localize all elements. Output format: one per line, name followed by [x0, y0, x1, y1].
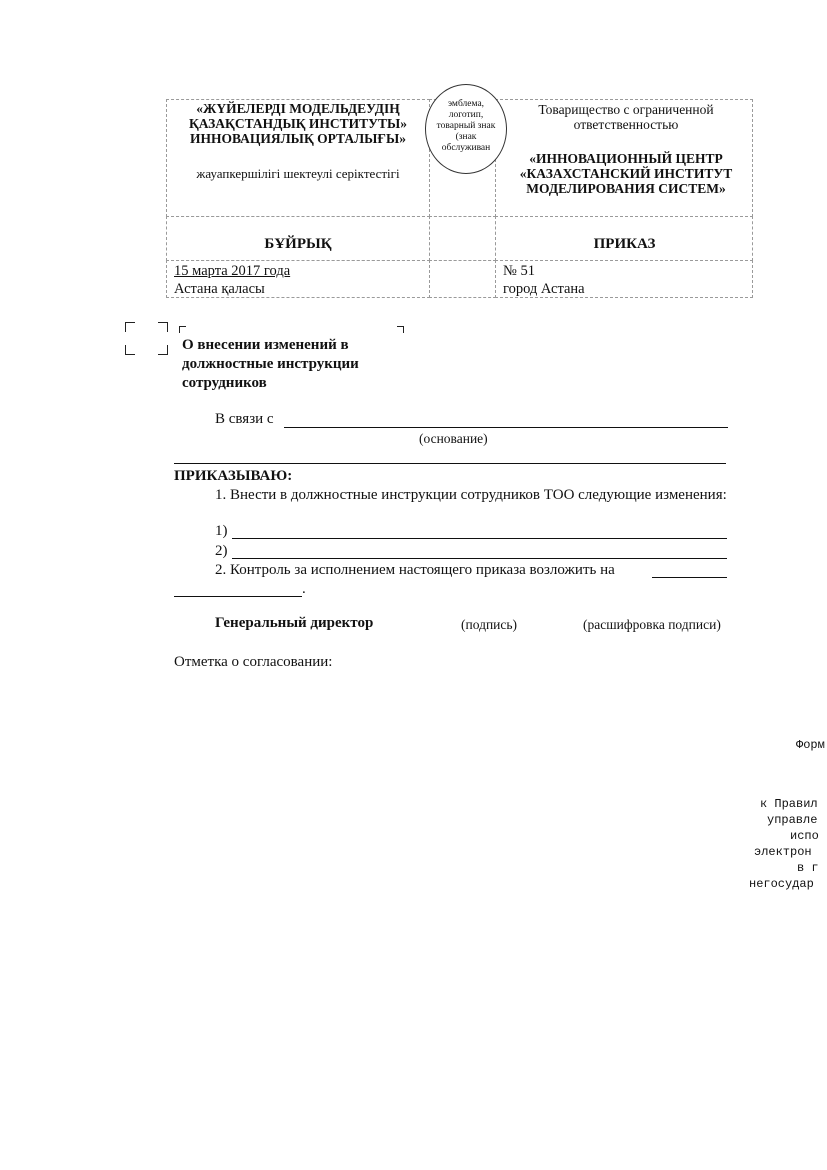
ru-org-type: Товарищество с ограниченной ответственностью [538, 102, 714, 132]
subject-bracket-left [179, 326, 186, 333]
side-note-line-1: Форм [796, 738, 825, 752]
approval-mark: Отметка о согласовании: [174, 654, 333, 670]
basis-line[interactable] [284, 427, 728, 428]
order-word: ПРИКАЗЫВАЮ: [174, 468, 293, 484]
responsible-line[interactable] [652, 577, 727, 578]
side-note-line-3: управле [767, 813, 818, 827]
order-item-2: 2. Контроль за исполнением настоящего приказа возложить на [215, 562, 615, 578]
ru-doc-type: ПРИКАЗ [593, 236, 656, 252]
responsible-line-2[interactable] [174, 596, 302, 597]
basis-prefix: В связи с [215, 411, 274, 427]
order-subject: О внесении изменений в должностные инструкции сотрудников [182, 337, 359, 391]
subject-bracket-right [397, 326, 404, 333]
kz-org-type: жауапкершілігі шектеулі серіктестігі [196, 166, 400, 181]
signature-caption: (подпись) [461, 617, 518, 632]
basis-line-2[interactable] [174, 463, 726, 464]
side-note-line-2: к Правил [760, 797, 818, 811]
basis-caption: (основание) [419, 431, 488, 446]
corner-mark-tl [125, 322, 135, 332]
corner-mark-tr [158, 322, 168, 332]
order-item-1: 1. Внести в должностные инструкции сотрудников ТОО следующие изменения: [215, 487, 727, 503]
emblem-text: эмблема, логотип, товарный знак (знак обслуживан [436, 99, 496, 153]
sub-item-2-line[interactable] [232, 558, 727, 559]
kz-city: Астана қаласы [174, 281, 265, 297]
kz-doc-type: БҰЙРЫҚ [264, 236, 332, 252]
side-note-line-5: электрон [754, 845, 812, 859]
kz-org-name: «ЖҮЙЕЛЕРДІ МОДЕЛЬДЕУДІҢ ҚАЗАҚСТАНДЫҚ ИНСТИТУТЫ» ИННОВАЦИЯЛЫҚ ОРТАЛЫҒЫ» [188, 101, 408, 146]
emblem-placeholder [425, 84, 507, 174]
sub-item-1-label: 1) [215, 523, 228, 539]
corner-mark-bl [125, 345, 135, 355]
signer-position: Генеральный директор [215, 615, 374, 631]
ru-org-name: «ИННОВАЦИОННЫЙ ЦЕНТР «КАЗАХСТАНСКИЙ ИНСТИТУТ МОДЕЛИРОВАНИЯ СИСТЕМ» [519, 151, 733, 196]
middle-cell-2 [429, 260, 496, 298]
corner-mark-br [158, 345, 168, 355]
order-number: № 51 [503, 263, 535, 279]
side-note-line-7: негосудар [749, 877, 814, 891]
order-date: 15 марта 2017 года [174, 263, 291, 279]
item-2-end: . [302, 581, 306, 597]
signature-decode-caption: (расшифровка подписи) [583, 617, 721, 632]
side-note-line-4: испо [790, 829, 819, 843]
sub-item-2-label: 2) [215, 543, 228, 559]
side-note-line-6: в г [797, 861, 819, 875]
ru-city: город Астана [503, 281, 585, 297]
sub-item-1-line[interactable] [232, 538, 727, 539]
middle-cell [429, 216, 496, 261]
